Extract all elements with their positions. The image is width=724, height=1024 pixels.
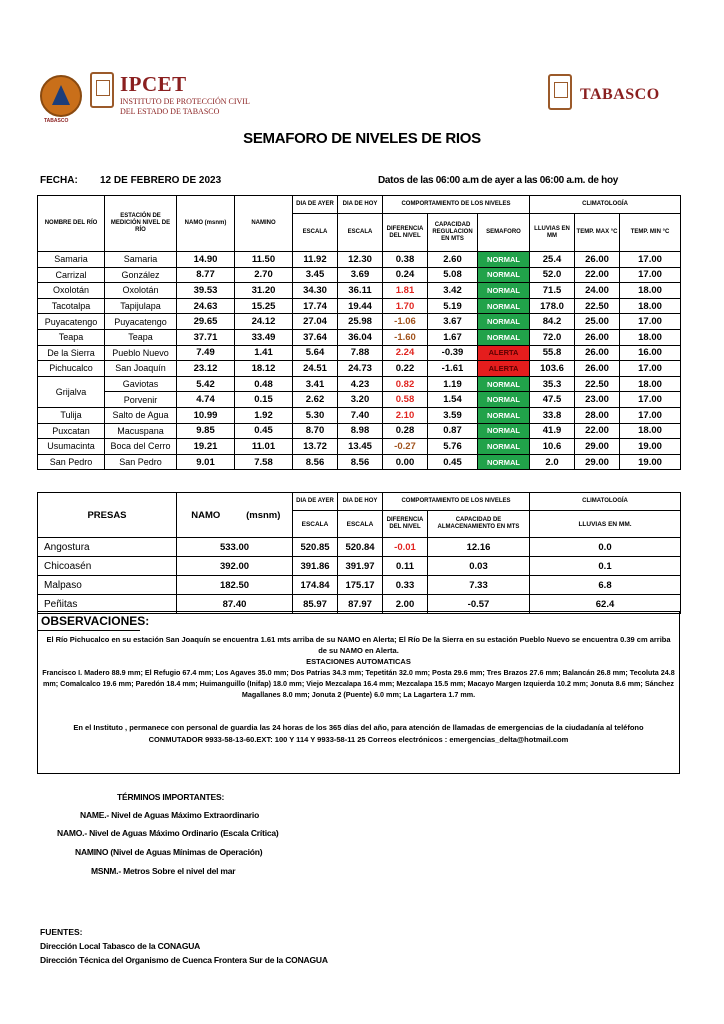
cell-lluvia: 35.3	[530, 376, 575, 392]
cell-rio: San Pedro	[38, 454, 105, 470]
table-row	[38, 298, 681, 314]
semaforo-badge: ALERTA	[478, 345, 530, 361]
header-escala-ayer: ESCALA	[293, 214, 338, 252]
cell-namo: 39.53	[177, 283, 235, 299]
header-namino: NAMINO	[235, 196, 293, 252]
header-tmax: TEMP. MAX °C	[575, 214, 620, 252]
observaciones-text: El Río Pichucalco en su estación San Joaquín se encuentra 1.61 mts arriba de su NAMO en Alerta; El Río De la Sierra en su estación Pueblo Nuevo se encuentra 0.39 cm arriba de su NAMO en Alerta.	[46, 635, 671, 655]
cell-tmax: 28.00	[575, 407, 620, 423]
cell-cap: 1.67	[428, 329, 478, 345]
presa-cell-name: Malpaso	[38, 576, 177, 595]
cell-cap: -0.39	[428, 345, 478, 361]
cell-tmax: 24.00	[575, 283, 620, 299]
cell-estacion: Oxolotán	[105, 283, 177, 299]
cell-hoy: 25.98	[338, 314, 383, 330]
cell-cap: 5.19	[428, 298, 478, 314]
cell-lluvia: 33.8	[530, 407, 575, 423]
cell-estacion: Samaria	[105, 252, 177, 268]
presa-cell-name: Chicoasén	[38, 557, 177, 576]
cell-tmax: 23.00	[575, 392, 620, 408]
cell-estacion: San Pedro	[105, 454, 177, 470]
cell-dif: -1.60	[383, 329, 428, 345]
header-comportamiento: COMPORTAMIENTO DE LOS NIVELES	[383, 196, 530, 214]
semaforo-badge: NORMAL	[478, 252, 530, 268]
presa-cell-ayer: 520.85	[293, 538, 338, 557]
cell-ayer: 8.56	[293, 454, 338, 470]
page-header	[40, 70, 680, 124]
cell-dif: 0.22	[383, 361, 428, 377]
presa-cell-hoy: 520.84	[338, 538, 383, 557]
header-dia-hoy: DIA DE HOY	[338, 196, 383, 214]
cell-rio: Usumacinta	[38, 439, 105, 455]
tabasco-crest-icon	[548, 74, 572, 110]
cell-tmin: 18.00	[620, 283, 681, 299]
cell-tmin: 17.00	[620, 314, 681, 330]
semaforo-badge: NORMAL	[478, 329, 530, 345]
cell-namo: 14.90	[177, 252, 235, 268]
table-row	[38, 392, 681, 408]
header-rio: NOMBRE DEL RÍO	[38, 196, 105, 252]
cell-ayer: 13.72	[293, 439, 338, 455]
cell-lluvia: 52.0	[530, 267, 575, 283]
data-period: Datos de las 06:00 a.m de ayer a las 06:00 a.m. de hoy	[378, 175, 619, 186]
table-row	[38, 329, 681, 345]
header-escala-hoy: ESCALA	[338, 214, 383, 252]
cell-tmax: 29.00	[575, 439, 620, 455]
cell-tmin: 17.00	[620, 392, 681, 408]
cell-namino: 0.45	[235, 423, 293, 439]
header-dia-ayer: DIA DE AYER	[293, 196, 338, 214]
header-presas-namo: NAMO	[177, 493, 235, 538]
cell-rio: Puxcatan	[38, 423, 105, 439]
table-row	[38, 376, 681, 392]
cell-namo: 10.99	[177, 407, 235, 423]
cell-lluvia: 71.5	[530, 283, 575, 299]
semaforo-badge: NORMAL	[478, 392, 530, 408]
cell-estacion: Salto de Agua	[105, 407, 177, 423]
table-row	[38, 423, 681, 439]
cell-rio: Pichucalco	[38, 361, 105, 377]
cell-cap: 0.87	[428, 423, 478, 439]
term-namo: NAMO.- Nivel de Aguas Máximo Ordinario (Escala Crítica)	[57, 828, 279, 838]
cell-lluvia: 41.9	[530, 423, 575, 439]
cell-rio: Tacotalpa	[38, 298, 105, 314]
cell-rio: Samaria	[38, 252, 105, 268]
cell-lluvia: 72.0	[530, 329, 575, 345]
semaforo-badge: NORMAL	[478, 298, 530, 314]
presa-cell-cap: 0.03	[428, 557, 530, 576]
presa-cell-hoy: 391.97	[338, 557, 383, 576]
cell-dif: 1.81	[383, 283, 428, 299]
cell-dif: 0.28	[383, 423, 428, 439]
cell-cap: 2.60	[428, 252, 478, 268]
header-lluvias: LLUVIAS EN MM	[530, 214, 575, 252]
cell-dif: 0.38	[383, 252, 428, 268]
fecha-label: FECHA:	[40, 175, 78, 186]
cell-namino: 24.12	[235, 314, 293, 330]
logo-caption: TABASCO	[44, 118, 69, 124]
cell-ayer: 11.92	[293, 252, 338, 268]
cell-ayer: 3.45	[293, 267, 338, 283]
cell-namo: 24.63	[177, 298, 235, 314]
cell-lluvia: 10.6	[530, 439, 575, 455]
cell-estacion: Tapijulapa	[105, 298, 177, 314]
proteccion-civil-logo-icon	[40, 75, 82, 117]
cell-tmin: 17.00	[620, 361, 681, 377]
cell-namo: 8.77	[177, 267, 235, 283]
cell-cap: 3.42	[428, 283, 478, 299]
cell-estacion: Gaviotas	[105, 376, 177, 392]
cell-tmax: 22.00	[575, 267, 620, 283]
cell-cap: 0.45	[428, 454, 478, 470]
cell-cap: 1.19	[428, 376, 478, 392]
semaforo-badge: NORMAL	[478, 376, 530, 392]
observaciones-title: OBSERVACIONES:	[38, 612, 140, 631]
table-row	[38, 345, 681, 361]
cell-namo: 29.65	[177, 314, 235, 330]
table-row	[38, 407, 681, 423]
cell-tmin: 18.00	[620, 423, 681, 439]
semaforo-badge: NORMAL	[478, 314, 530, 330]
cell-tmin: 19.00	[620, 454, 681, 470]
cell-estacion: Boca del Cerro	[105, 439, 177, 455]
guardia-line1: En el Instituto , permanece con personal de guardia las 24 horas de los 365 días del año, para atención de llamadas de emergencias de la ciudadanía al teléfono	[73, 723, 644, 732]
presa-cell-name: Angostura	[38, 538, 177, 557]
presa-cell-ayer: 391.86	[293, 557, 338, 576]
cell-namino: 11.01	[235, 439, 293, 455]
cell-cap: -1.61	[428, 361, 478, 377]
cell-tmax: 26.00	[575, 345, 620, 361]
cell-cap: 5.08	[428, 267, 478, 283]
cell-lluvia: 178.0	[530, 298, 575, 314]
cell-hoy: 8.56	[338, 454, 383, 470]
cell-estacion: Pueblo Nuevo	[105, 345, 177, 361]
presa-cell-hoy: 175.17	[338, 576, 383, 595]
cell-hoy: 7.40	[338, 407, 383, 423]
cell-dif: 0.24	[383, 267, 428, 283]
header-semaforo: SEMAFORO	[478, 214, 530, 252]
cell-hoy: 24.73	[338, 361, 383, 377]
tabasco-logo-text: TABASCO	[580, 86, 660, 103]
guardia-text	[38, 722, 679, 746]
table-row	[38, 557, 681, 576]
cell-lluvia: 47.5	[530, 392, 575, 408]
table-row	[38, 439, 681, 455]
observaciones-box	[37, 611, 680, 774]
fuentes-title: FUENTES:	[40, 927, 83, 937]
presa-cell-cap: -0.57	[428, 595, 530, 614]
presa-cell-namo: 533.00	[177, 538, 293, 557]
cell-ayer: 8.70	[293, 423, 338, 439]
header-presas-escala-ayer: ESCALA	[293, 511, 338, 538]
header-presas-dia-ayer: DIA DE AYER	[293, 493, 338, 511]
presa-cell-cap: 12.16	[428, 538, 530, 557]
presa-cell-cap: 7.33	[428, 576, 530, 595]
cell-lluvia: 84.2	[530, 314, 575, 330]
term-msnm: MSNM.- Metros Sobre el nivel del mar	[91, 866, 236, 876]
cell-tmin: 17.00	[620, 267, 681, 283]
cell-estacion: Macuspana	[105, 423, 177, 439]
cell-namo: 9.01	[177, 454, 235, 470]
cell-hoy: 36.04	[338, 329, 383, 345]
header-tmin: TEMP. MIN °C	[620, 214, 681, 252]
cell-rio: Teapa	[38, 329, 105, 345]
rivers-table	[37, 195, 681, 470]
table-row	[38, 361, 681, 377]
ipcet-subtitle-line2: DEL ESTADO DE TABASCO	[120, 107, 220, 116]
cell-hoy: 19.44	[338, 298, 383, 314]
cell-rio: Oxolotán	[38, 283, 105, 299]
header-presas-escala-hoy: ESCALA	[338, 511, 383, 538]
cell-tmin: 18.00	[620, 298, 681, 314]
presa-cell-namo: 182.50	[177, 576, 293, 595]
cell-namino: 7.58	[235, 454, 293, 470]
cell-tmin: 18.00	[620, 329, 681, 345]
semaforo-badge: NORMAL	[478, 439, 530, 455]
cell-namino: 15.25	[235, 298, 293, 314]
ipcet-title: IPCET	[120, 72, 187, 96]
cell-namo: 37.71	[177, 329, 235, 345]
header-presas-dia-hoy: DIA DE HOY	[338, 493, 383, 511]
table-row	[38, 314, 681, 330]
cell-tmax: 26.00	[575, 361, 620, 377]
cell-ayer: 5.30	[293, 407, 338, 423]
header-presas-diferencia: DIFERENCIA DEL NIVEL	[383, 511, 428, 538]
semaforo-badge: NORMAL	[478, 283, 530, 299]
guardia-line2: CONMUTADOR 9933-58-13-60.EXT: 100 Y 114 Y 9933-58-11 25 Correos electrónicos : emergencias_delta@hotmail.com	[148, 735, 569, 744]
cell-namino: 0.15	[235, 392, 293, 408]
cell-rio: Grijalva	[38, 376, 105, 407]
cell-hoy: 8.98	[338, 423, 383, 439]
fuente-2: Dirección Técnica del Organismo de Cuenca Frontera Sur de la CONAGUA	[40, 955, 328, 965]
presa-cell-dif: 2.00	[383, 595, 428, 614]
header-presas-capacidad: CAPACIDAD DE ALMACENAMIENTO EN MTS	[428, 511, 530, 538]
cell-lluvia: 2.0	[530, 454, 575, 470]
presa-cell-lluvia: 0.1	[530, 557, 681, 576]
estaciones-automaticas-text: Francisco I. Madero 88.9 mm; El Refugio 67.4 mm; Los Agaves 35.0 mm; Dos Patrias 34.3 mm; Tepetitán 32.0 mm; Posta 29.6 mm; Tres Brazos 27.6 mm; Balancán 26.8 mm; Tecoluta 24.8 mm; Comalcalco 19.6 mm; Paredón 18.4 mm; Huimanguillo (Inifap) 18.0 mm; Viejo Mezcalapa 16.4 mm; Mezcalapa 15.5 mm; Macayo Margen Izquierda 10.2 mm; Jonuta 8.6 mm; Sánchez Magallanes 8.0 mm; Jonuta 2 (Puente) 6.0 mm; La Lagartera 1.7 mm.	[42, 668, 675, 699]
cell-dif: 0.82	[383, 376, 428, 392]
cell-lluvia: 55.8	[530, 345, 575, 361]
header-climatologia: CLIMATOLOGÍA	[530, 196, 681, 214]
cell-tmin: 16.00	[620, 345, 681, 361]
cell-hoy: 7.88	[338, 345, 383, 361]
presa-cell-name: Peñitas	[38, 595, 177, 614]
cell-hoy: 3.69	[338, 267, 383, 283]
table-row	[38, 283, 681, 299]
cell-tmax: 25.00	[575, 314, 620, 330]
presa-cell-namo: 392.00	[177, 557, 293, 576]
header-estacion: ESTACIÓN DE MEDICIÓN NIVEL DE RÍO	[105, 196, 177, 252]
ipcet-crest-icon	[90, 72, 114, 108]
cell-namino: 2.70	[235, 267, 293, 283]
cell-hoy: 13.45	[338, 439, 383, 455]
cell-estacion: Teapa	[105, 329, 177, 345]
table-row	[38, 576, 681, 595]
cell-tmax: 29.00	[575, 454, 620, 470]
cell-dif: 1.70	[383, 298, 428, 314]
cell-namino: 1.92	[235, 407, 293, 423]
cell-tmax: 22.50	[575, 376, 620, 392]
cell-dif: -0.27	[383, 439, 428, 455]
presas-table	[37, 492, 681, 614]
presa-cell-namo: 87.40	[177, 595, 293, 614]
term-name: NAME.- Nivel de Aguas Máximo Extraordinario	[80, 810, 260, 820]
cell-rio: Puyacatengo	[38, 314, 105, 330]
cell-cap: 1.54	[428, 392, 478, 408]
cell-hoy: 12.30	[338, 252, 383, 268]
cell-cap: 3.59	[428, 407, 478, 423]
presa-cell-lluvia: 0.0	[530, 538, 681, 557]
ipcet-subtitle	[120, 97, 250, 117]
fuente-1: Dirección Local Tabasco de la CONAGUA	[40, 941, 201, 951]
cell-lluvia: 25.4	[530, 252, 575, 268]
semaforo-badge: NORMAL	[478, 423, 530, 439]
cell-estacion: Porvenir	[105, 392, 177, 408]
table-row	[38, 454, 681, 470]
semaforo-badge: NORMAL	[478, 454, 530, 470]
cell-cap: 5.76	[428, 439, 478, 455]
presa-cell-dif: 0.33	[383, 576, 428, 595]
cell-hoy: 36.11	[338, 283, 383, 299]
header-capacidad: CAPACIDAD REGULACION EN MTS	[428, 214, 478, 252]
header-presas-msnm: (msnm)	[235, 493, 293, 538]
cell-namo: 4.74	[177, 392, 235, 408]
semaforo-badge: ALERTA	[478, 361, 530, 377]
presa-cell-dif: -0.01	[383, 538, 428, 557]
cell-ayer: 2.62	[293, 392, 338, 408]
presa-cell-ayer: 174.84	[293, 576, 338, 595]
ipcet-subtitle-line1: INSTITUTO DE PROTECCIÓN CIVIL	[120, 97, 250, 106]
cell-namo: 19.21	[177, 439, 235, 455]
header-presas: PRESAS	[38, 493, 177, 538]
presa-cell-ayer: 85.97	[293, 595, 338, 614]
cell-tmax: 26.00	[575, 252, 620, 268]
table-row	[38, 252, 681, 268]
cell-tmax: 22.50	[575, 298, 620, 314]
page-title: SEMAFORO DE NIVELES DE RIOS	[243, 130, 481, 147]
cell-hoy: 3.20	[338, 392, 383, 408]
cell-tmin: 17.00	[620, 252, 681, 268]
cell-hoy: 4.23	[338, 376, 383, 392]
cell-dif: 2.10	[383, 407, 428, 423]
cell-namo: 9.85	[177, 423, 235, 439]
estaciones-automaticas-title: ESTACIONES AUTOMATICAS	[306, 657, 411, 666]
cell-rio: Carrizal	[38, 267, 105, 283]
header-presas-comportamiento: COMPORTAMIENTO DE LOS NIVELES	[383, 493, 530, 511]
cell-namino: 33.49	[235, 329, 293, 345]
header-namo: NAMO (msnm)	[177, 196, 235, 252]
cell-tmin: 17.00	[620, 407, 681, 423]
header-diferencia: DIFERENCIA DEL NIVEL	[383, 214, 428, 252]
term-namino: NAMINO (Nivel de Aguas Mínimas de Operación)	[75, 847, 263, 857]
cell-estacion: González	[105, 267, 177, 283]
table-row	[38, 538, 681, 557]
cell-rio: De la Sierra	[38, 345, 105, 361]
cell-tmin: 19.00	[620, 439, 681, 455]
cell-rio: Tulija	[38, 407, 105, 423]
cell-ayer: 34.30	[293, 283, 338, 299]
cell-ayer: 5.64	[293, 345, 338, 361]
header-presas-climatologia: CLIMATOLOGÍA	[530, 493, 681, 511]
cell-ayer: 27.04	[293, 314, 338, 330]
table-row	[38, 267, 681, 283]
cell-ayer: 17.74	[293, 298, 338, 314]
cell-namo: 5.42	[177, 376, 235, 392]
cell-dif: 2.24	[383, 345, 428, 361]
presa-cell-lluvia: 62.4	[530, 595, 681, 614]
cell-ayer: 24.51	[293, 361, 338, 377]
cell-namino: 0.48	[235, 376, 293, 392]
cell-lluvia: 103.6	[530, 361, 575, 377]
cell-namo: 7.49	[177, 345, 235, 361]
cell-namino: 11.50	[235, 252, 293, 268]
cell-tmax: 22.00	[575, 423, 620, 439]
fecha-value: 12 DE FEBRERO DE 2023	[100, 175, 222, 186]
cell-dif: -1.06	[383, 314, 428, 330]
presa-cell-lluvia: 6.8	[530, 576, 681, 595]
cell-ayer: 37.64	[293, 329, 338, 345]
cell-namo: 23.12	[177, 361, 235, 377]
terminos-title: TÉRMINOS IMPORTANTES:	[117, 792, 225, 802]
presa-cell-hoy: 87.97	[338, 595, 383, 614]
presa-cell-dif: 0.11	[383, 557, 428, 576]
cell-tmin: 18.00	[620, 376, 681, 392]
header-presas-lluvias: LLUVIAS EN MM.	[530, 511, 681, 538]
cell-dif: 0.58	[383, 392, 428, 408]
semaforo-badge: NORMAL	[478, 407, 530, 423]
cell-estacion: Puyacatengo	[105, 314, 177, 330]
cell-namino: 1.41	[235, 345, 293, 361]
cell-cap: 3.67	[428, 314, 478, 330]
cell-tmax: 26.00	[575, 329, 620, 345]
cell-dif: 0.00	[383, 454, 428, 470]
cell-namino: 18.12	[235, 361, 293, 377]
cell-namino: 31.20	[235, 283, 293, 299]
cell-estacion: San Joaquín	[105, 361, 177, 377]
semaforo-badge: NORMAL	[478, 267, 530, 283]
cell-ayer: 3.41	[293, 376, 338, 392]
